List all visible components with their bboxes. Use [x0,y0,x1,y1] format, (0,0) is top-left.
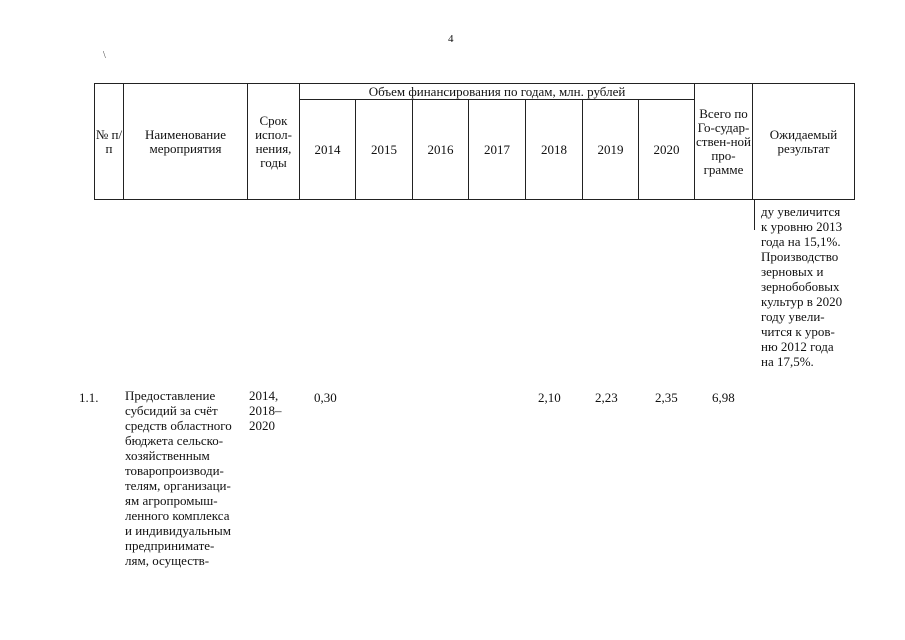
col-result-header: Ожидаемый результат [753,84,855,200]
year-2017-header: 2017 [469,100,526,200]
col-num-header: № п/п [95,84,124,200]
year-2014-header: 2014 [300,100,356,200]
col-term-header: Срок испол-нения, годы [248,84,300,200]
col-name-header: Наименование мероприятия [124,84,248,200]
value-total: 6,98 [712,390,735,405]
header-table [94,83,855,200]
value-2020: 2,35 [655,390,678,405]
col-funding-header: Объем финансирования по годам, млн. рублей [300,84,695,100]
expected-result-continuation: ду увеличится к уровню 2013 года на 15,1%. Производство зерновых и зернобобовых культур в 2020 году увели- чится к уров- ню 2012 года на 17,5%. [761,204,843,369]
col-total-header: Всего по Го-судар-ствен-ной про-грамме [695,84,753,200]
result-column-border [754,200,755,230]
row-number: 1.1. [79,390,99,405]
page-number: 4 [448,33,454,45]
year-2020-header: 2020 [639,100,695,200]
year-2015-header: 2015 [356,100,413,200]
value-2018: 2,10 [538,390,561,405]
activity-name: Предоставление субсидий за счёт средств областного бюджета сельско- хозяйственным товаропроизводи- телям, организаци- ям агропромыш- ленного комплекса и индивидуальным предпринимате- лям, осуществ- [125,388,232,568]
year-2019-header: 2019 [583,100,639,200]
value-2019: 2,23 [595,390,618,405]
year-2018-header: 2018 [526,100,583,200]
scan-mark: \ [103,50,106,61]
execution-term: 2014, 2018– 2020 [249,388,282,433]
value-2014: 0,30 [314,390,337,405]
year-2016-header: 2016 [413,100,469,200]
